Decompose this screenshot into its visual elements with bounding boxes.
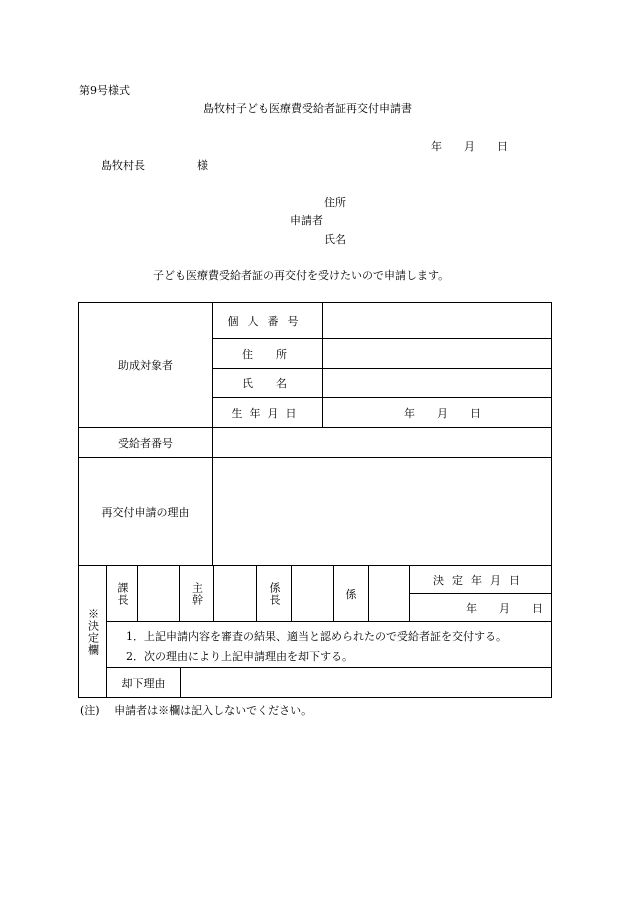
personal-number-label: 個人番号 [227, 314, 308, 328]
decision-column-label: ※決定欄 [86, 607, 100, 656]
birthdate-label: 生年月日 [231, 406, 304, 420]
form-title: 島牧村子ども医療費受給者証再交付申請書 [203, 102, 412, 115]
addressee: 島牧村長 [101, 159, 145, 172]
name-label: 氏 名 [242, 377, 293, 390]
applicant-label: 申請者 [290, 214, 323, 227]
address-field[interactable] [323, 339, 551, 368]
chief-clerk-stamp[interactable] [214, 566, 256, 621]
recipient-number-field[interactable] [213, 428, 551, 457]
chief-clerk-label: 主幹 [190, 581, 204, 606]
staff-stamp[interactable] [369, 566, 409, 621]
rejection-reason-field[interactable] [181, 668, 551, 697]
subsection-chief-stamp[interactable] [292, 566, 333, 621]
reason-field[interactable] [213, 458, 551, 565]
section-chief-label: 課長 [116, 581, 129, 606]
request-text: 子ども医療費受給者証の再交付を受けたいので申請します。 [153, 269, 450, 282]
decision-date-label: 決定年月日 [433, 573, 528, 587]
form-number: 第9号様式 [79, 84, 130, 97]
staff-label: 係 [345, 587, 357, 601]
subsection-chief-label: 係長 [268, 581, 281, 606]
address-label: 住 所 [242, 347, 293, 361]
date-line: 年 月 日 [431, 140, 508, 153]
name-field[interactable] [323, 369, 551, 397]
subject-label: 助成対象者 [118, 359, 173, 372]
decision-option-1: 1．上記申請内容を審査の結果、適当と認められたので受給者証を交付する。 [126, 630, 507, 643]
personal-number-field[interactable] [323, 303, 551, 338]
recipient-number-label: 受給者番号 [118, 436, 173, 450]
section-chief-stamp[interactable] [138, 566, 179, 621]
rejection-reason-label: 却下理由 [121, 676, 166, 690]
applicant-name-label: 氏名 [324, 233, 346, 246]
birthdate-value[interactable]: 年 月 日 [404, 406, 481, 420]
applicant-address-label: 住所 [324, 196, 346, 209]
footnote: (注) 申請者は※欄は記入しないでください。 [80, 704, 313, 717]
decision-date-value[interactable]: 年 月 日 [466, 601, 543, 615]
decision-option-2: 2．次の理由により上記申請理由を却下する。 [126, 650, 353, 663]
addressee-suffix: 様 [197, 159, 208, 172]
reason-label: 再交付申請の理由 [101, 505, 190, 519]
